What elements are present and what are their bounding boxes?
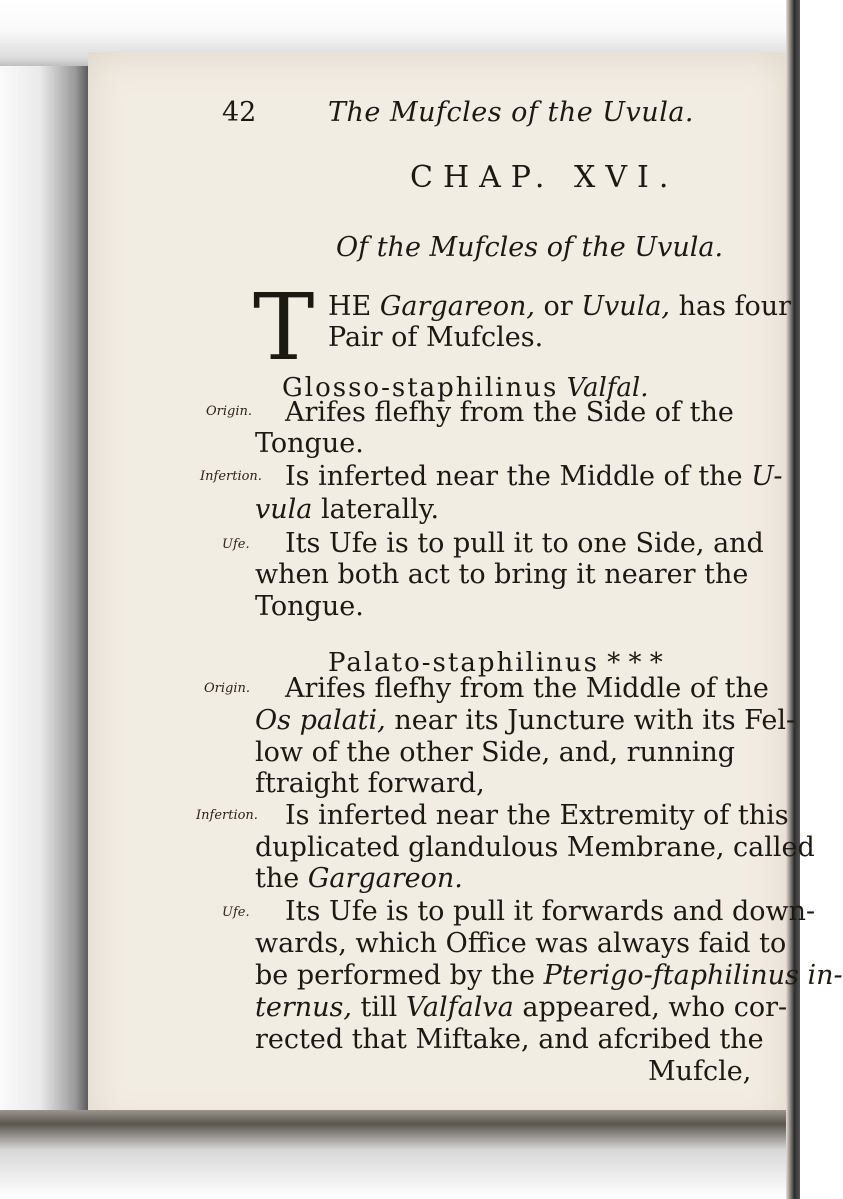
- muscle-2-insertion-line-2: duplicated glandulous Membrane, called: [255, 832, 815, 863]
- muscle-1-origin-line-2: Tongue.: [255, 428, 364, 459]
- text-span-italic: vula: [255, 494, 313, 525]
- text-span: be performed by the: [255, 960, 535, 991]
- muscle-2-author: * * *: [607, 648, 663, 678]
- margin-insertion-2: Infertion.: [196, 808, 258, 823]
- text-span-italic: Os palati,: [255, 705, 386, 736]
- muscle-1-use-line-2: when both act to bring it nearer the: [255, 559, 749, 590]
- muscle-2-use-line-5: rected that Miftake, and afcribed the: [255, 1024, 764, 1055]
- intro-word: has four: [678, 291, 792, 322]
- muscle-1-insertion-line-2: [255, 494, 439, 526]
- intro-line-2: Pair of Mufcles.: [328, 322, 544, 353]
- muscle-1-insertion-line-1: [285, 461, 783, 493]
- text-span: the: [255, 863, 300, 894]
- muscle-2-use-line-3: [255, 960, 843, 992]
- muscle-2-origin-line-1: Arifes flefhy from the Middle of the: [285, 673, 769, 704]
- text-span-italic: Gargareon.: [307, 863, 463, 894]
- text-span-italic: U-: [751, 461, 783, 492]
- drop-cap: T: [253, 274, 315, 381]
- text-span-italic: Valfalva: [405, 992, 514, 1023]
- running-title: The Mufcles of the Uvula.: [328, 97, 695, 128]
- muscle-2-use-line-2: wards, which Office was always faid to: [255, 928, 787, 959]
- muscle-2-use-line-1: Its Ufe is to pull it forwards and down-: [285, 896, 816, 927]
- margin-origin-2: Origin.: [204, 681, 251, 696]
- muscle-2-use-line-4: [255, 992, 787, 1024]
- muscle-2-insertion-line-1: Is inferted near the Extremity of this: [285, 800, 789, 831]
- text-span-italic: ternus,: [255, 992, 352, 1023]
- text-span-italic: Pterigo-ftaphilinus in-: [543, 960, 843, 991]
- text-span: near its Juncture with its Fel-: [394, 705, 796, 736]
- text-span: Is inferted near the Middle of the: [285, 461, 743, 492]
- intro-word: or: [543, 291, 573, 322]
- muscle-2-insertion-line-3: [255, 863, 463, 895]
- intro-italic-word: Uvula,: [581, 291, 671, 322]
- intro-line-1: [328, 291, 791, 323]
- text-span: appeared, who cor-: [522, 992, 788, 1023]
- muscle-1-use-line-3: Tongue.: [255, 591, 364, 622]
- muscle-1-use-line-1: Its Ufe is to pull it to one Side, and: [285, 528, 764, 559]
- chapter-heading: CHAP. XVI.: [410, 160, 679, 195]
- text-span: till: [360, 992, 398, 1023]
- muscle-1-author: Valfal.: [566, 373, 649, 403]
- margin-use-1: Ufe.: [222, 537, 250, 552]
- page-number: 42: [222, 97, 257, 128]
- muscle-2-use-line-6: Mufcle,: [648, 1056, 752, 1087]
- margin-insertion-1: Infertion.: [200, 469, 262, 484]
- chapter-subtitle: Of the Mufcles of the Uvula.: [336, 232, 724, 263]
- intro-italic-word: Gargareon,: [379, 291, 535, 322]
- muscle-2-name: Palato-staphilinus: [328, 648, 599, 678]
- intro-word: HE: [328, 291, 372, 322]
- margin-origin-1: Origin.: [206, 404, 253, 419]
- muscle-2-origin-line-4: ftraight forward,: [255, 768, 485, 799]
- text-span: laterally.: [320, 494, 440, 525]
- margin-use-2: Ufe.: [222, 905, 250, 920]
- muscle-2-origin-line-2: [255, 705, 795, 737]
- muscle-2-origin-line-3: low of the other Side, and, running: [255, 737, 736, 768]
- muscle-1-name: Glosso-staphilinus: [282, 373, 559, 403]
- muscle-1-origin-line-1: Arifes flefhy from the Side of the: [285, 397, 734, 428]
